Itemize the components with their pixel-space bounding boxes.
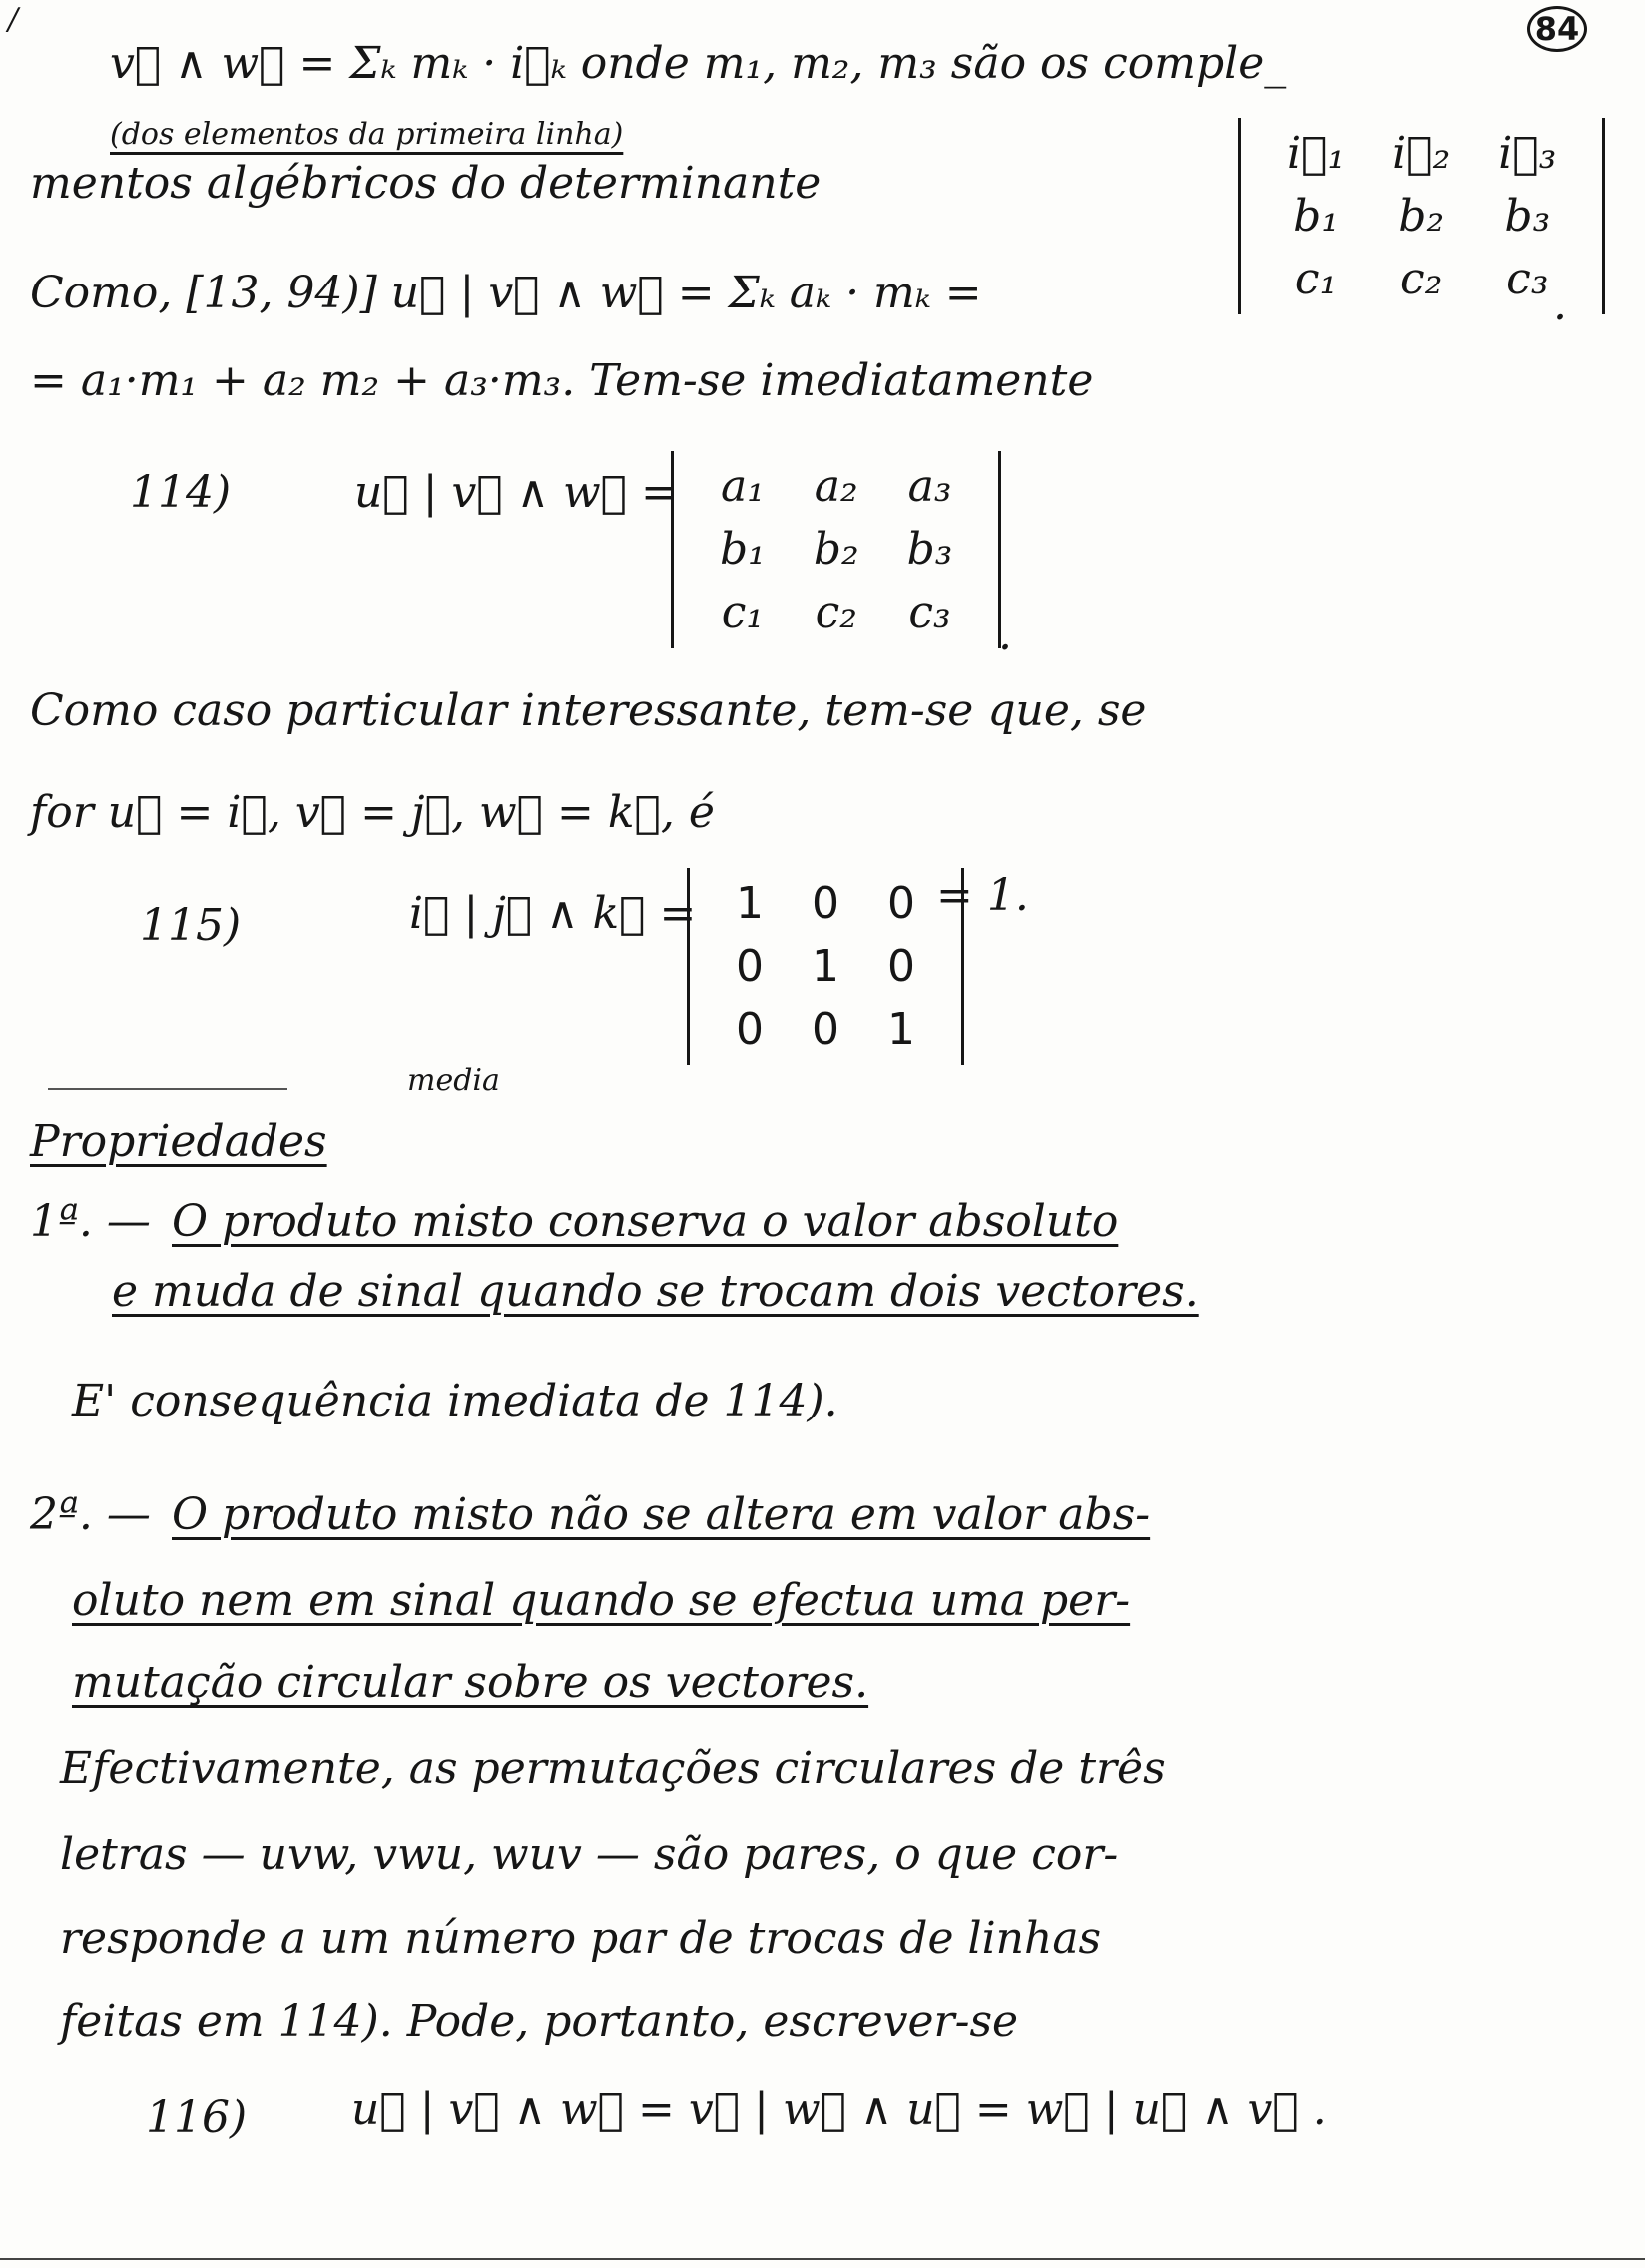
text-line-1: v⃗ ∧ w⃗ = Σₖ mₖ · i⃗ₖ onde m₁, m₂, m₃ são os comple_ [110,38,1287,89]
corner-mark: / [8,2,19,37]
matrix-cell: a₂ [814,461,858,512]
matrix-cell: 1 [887,1004,915,1055]
explanation-line-1: Efectivamente, as permutações circulares de três [60,1743,1166,1794]
matrix-cell: 0 [736,1004,764,1055]
property-1-line-1: O produto misto conserva o valor absoluto [172,1196,1119,1247]
determinant-115 [687,868,964,1065]
section-superscript: media [407,1063,500,1098]
text-line-6: for u⃗ = i⃗, v⃗ = j⃗, w⃗ = k⃗, é [30,787,715,838]
matrix-cell: i⃗₁ [1287,128,1346,179]
equation-114-lhs: u⃗ | v⃗ ∧ w⃗ = [354,467,678,518]
equation-116: u⃗ | v⃗ ∧ w⃗ = v⃗ | w⃗ ∧ u⃗ = w⃗ | u⃗ ∧ v⃗ . [351,2084,1327,2135]
equation-115-lhs: i⃗ | j⃗ ∧ k⃗ = [409,888,697,939]
section-divider [48,1088,287,1090]
explanation-line-3: responde a um número par de trocas de linhas [60,1913,1102,1964]
matrix-cell: c₁ [721,587,765,638]
matrix-cell: c₁ [1294,254,1338,304]
determinant-114 [671,451,1001,648]
page-bottom-edge [0,2258,1645,2260]
text-line-2: mentos algébricos do determinante [30,158,822,209]
equation-115-rhs: = 1. [936,870,1029,921]
matrix-cell: 0 [887,878,915,929]
text-line-3: Como, [13, 94)] u⃗ | v⃗ ∧ w⃗ = Σₖ aₖ · mₖ = [30,268,982,318]
matrix-cell: 0 [736,941,764,992]
matrix-cell: a₃ [907,461,952,512]
matrix-cell: 0 [887,941,915,992]
matrix-cell: c₃ [1506,254,1549,304]
property-2-number: 2ª. — [30,1489,151,1540]
matrix-cell: b₁ [720,524,766,575]
text-line-4: = a₁·m₁ + a₂ m₂ + a₃·m₃. Tem-se imediatamente [30,355,1094,406]
property-1-line-3: E' consequência imediata de 114). [72,1376,838,1426]
equation-114-number: 114) [130,467,232,518]
matrix-cell: i⃗₃ [1498,128,1557,179]
text-line-5: Como caso particular interessante, tem-se que, se [30,685,1147,736]
property-2-line-1: O produto misto não se altera em valor abs- [172,1489,1151,1540]
matrix-cell: b₂ [813,524,859,575]
matrix-cell: 0 [812,1004,839,1055]
matrix-cell: c₂ [1400,254,1443,304]
matrix-cell: b₁ [1293,191,1339,242]
explanation-line-4: feitas em 114). Pode, portanto, escrever-se [60,1996,1019,2047]
explanation-line-2: letras — uvw, vwu, wuv — são pares, o que cor- [60,1829,1119,1880]
matrix-cell: c₃ [908,587,951,638]
matrix-cell: 1 [736,878,764,929]
matrix-cell: 1 [812,941,839,992]
equation-115-number: 115) [140,900,242,951]
matrix-cell: b₃ [906,524,953,575]
property-1-number: 1ª. — [30,1196,151,1247]
property-2-line-3: mutação circular sobre os vectores. [72,1657,869,1708]
margin-note: (dos elementos da primeira linha) [110,117,624,152]
section-heading: Propriedades [30,1116,327,1167]
determinant-unit-vectors [1238,118,1605,314]
matrix-cell: i⃗₂ [1392,128,1451,179]
property-1-line-2: e muda de sinal quando se trocam dois vectores. [112,1266,1199,1317]
matrix-cell: a₁ [720,461,765,512]
page-number: 84 [1527,6,1587,52]
matrix-cell: 0 [812,878,839,929]
equation-116-number: 116) [146,2092,248,2143]
property-2-line-2: oluto nem em sinal quando se efectua uma per- [72,1575,1131,1626]
matrix-cell: c₂ [815,587,857,638]
matrix-cell: b₂ [1398,191,1445,242]
determinant-114-end-mark: . [998,609,1012,660]
matrix-cell: b₃ [1504,191,1551,242]
determinant-end-mark: . [1553,280,1567,330]
